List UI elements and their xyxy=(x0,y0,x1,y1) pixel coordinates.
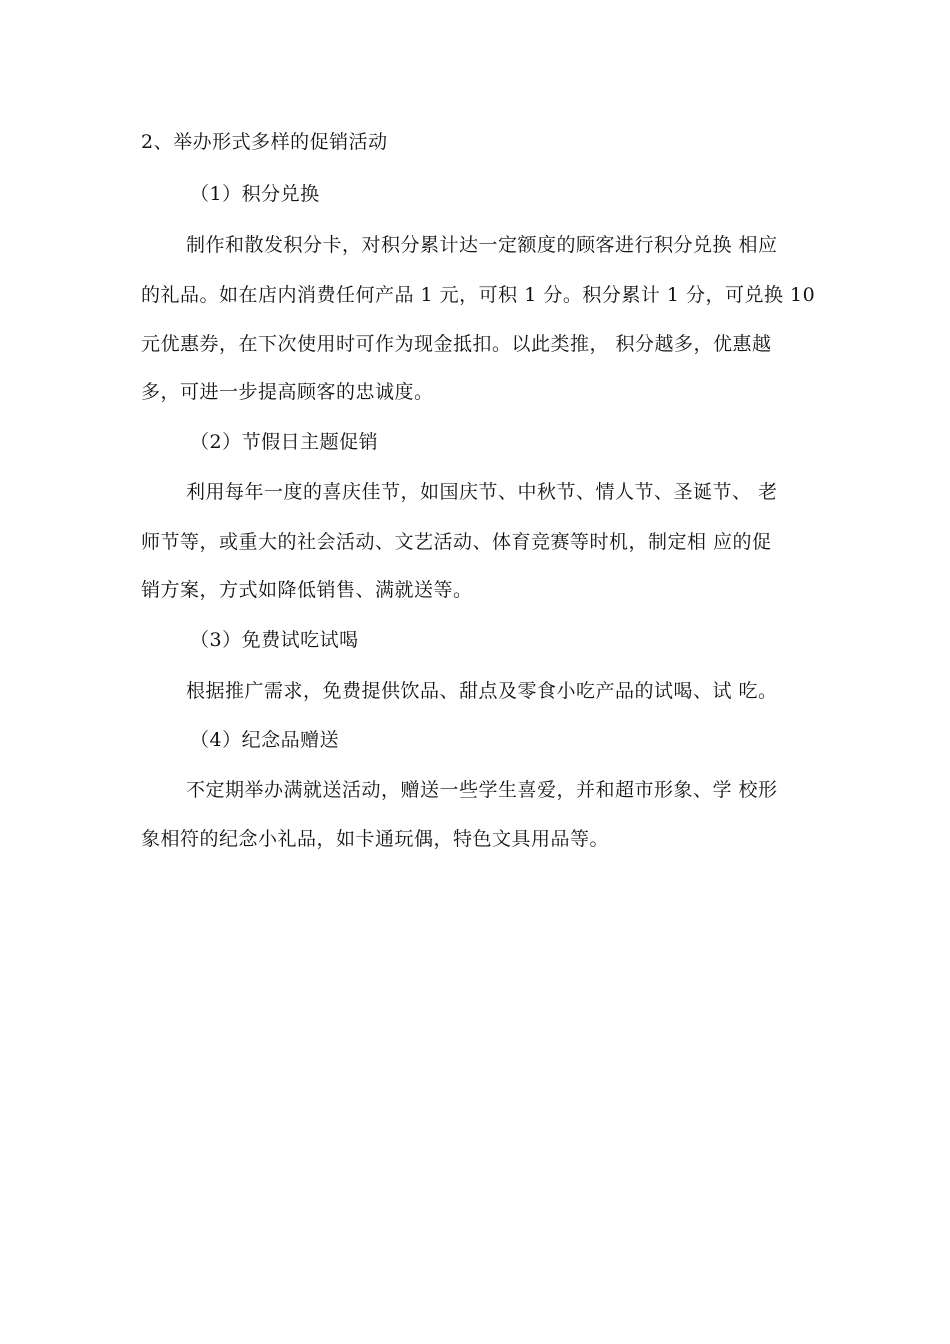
item-heading-3: （3）免费试吃试喝 xyxy=(190,629,359,651)
section-heading: 2、举办形式多样的促销活动 xyxy=(141,131,388,153)
item-heading-4: （4）纪念品赠送 xyxy=(190,729,340,751)
item-heading-2: （2）节假日主题促销 xyxy=(190,431,379,453)
paragraph-line: 多，可进一步提高顾客的忠诚度。 xyxy=(141,381,434,403)
item-heading-1: （1）积分兑换 xyxy=(190,183,320,205)
paragraph-line: 制作和散发积分卡，对积分累计达一定额度的顾客进行积分兑换 相应 xyxy=(186,234,778,256)
paragraph-line: 不定期举办满就送活动，赠送一些学生喜爱，并和超市形象、学 校形 xyxy=(186,779,778,801)
paragraph-line: 的礼品。如在店内消费任何产品 1 元，可积 1 分。积分累计 1 分，可兑换 10 xyxy=(141,284,816,306)
paragraph-line: 销方案，方式如降低销售、满就送等。 xyxy=(141,579,473,601)
paragraph-line: 利用每年一度的喜庆佳节，如国庆节、中秋节、情人节、圣诞节、 老 xyxy=(186,481,778,503)
paragraph-line: 象相符的纪念小礼品，如卡通玩偶，特色文具用品等。 xyxy=(141,828,610,850)
paragraph-line: 根据推广需求，免费提供饮品、甜点及零食小吃产品的试喝、试 吃。 xyxy=(186,680,778,702)
paragraph-line: 元优惠券，在下次使用时可作为现金抵扣。以此类推， 积分越多，优惠越 xyxy=(141,333,772,355)
paragraph-line: 师节等，或重大的社会活动、文艺活动、体育竞赛等时机，制定相 应的促 xyxy=(141,531,772,553)
